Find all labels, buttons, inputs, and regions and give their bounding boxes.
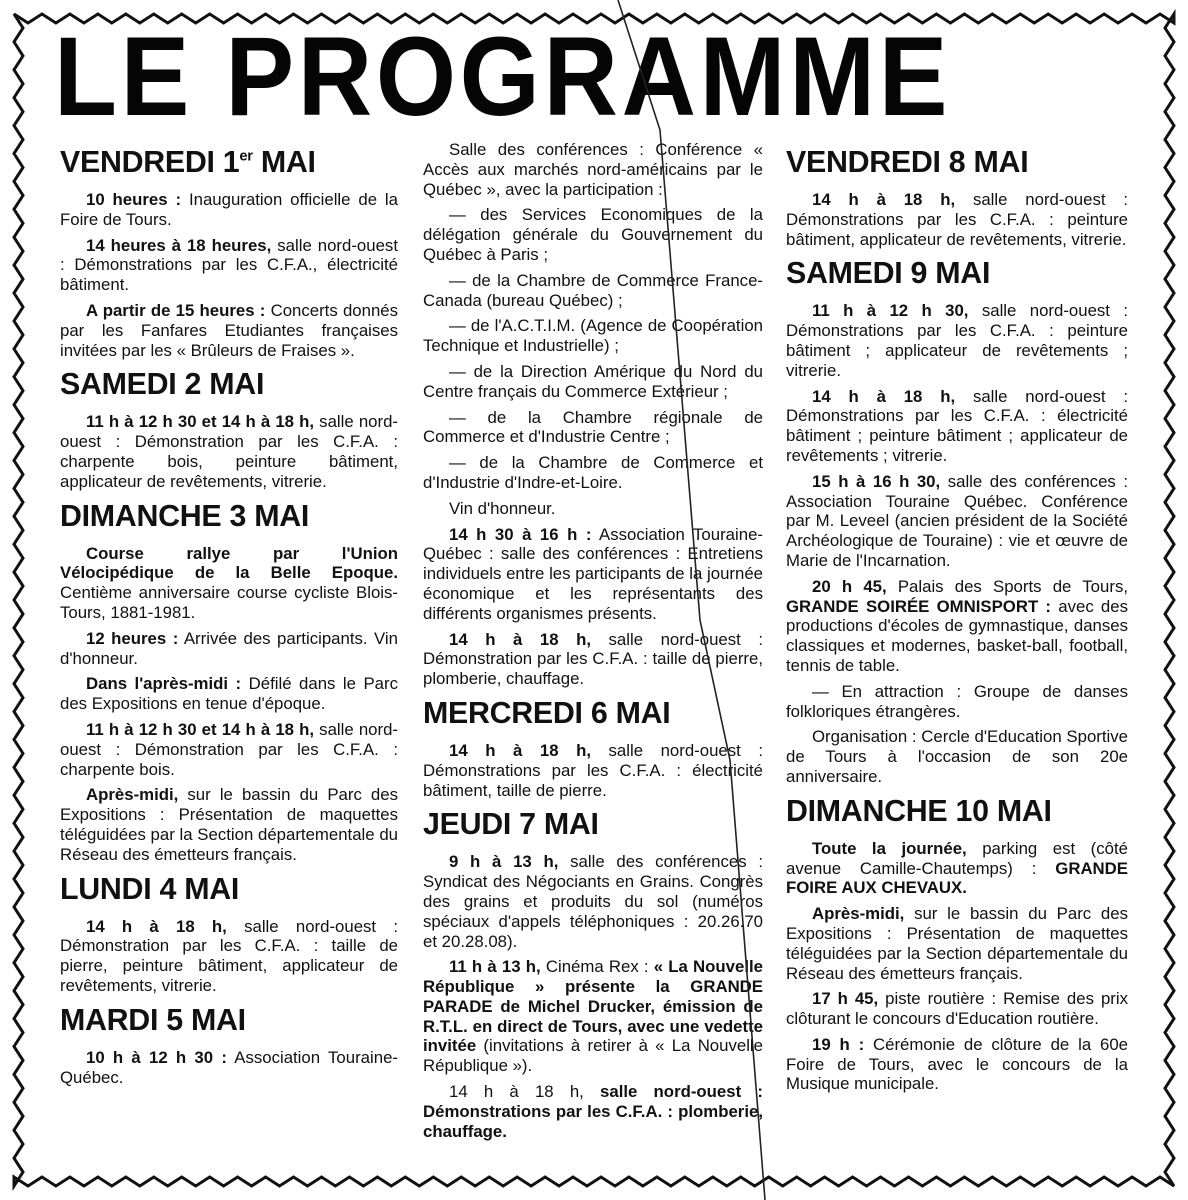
event-entry: Toute la journée, parking est (côté avenue Camille-Chautemps) : GRANDE FOIRE AUX CHEVAUX. [786,838,1128,898]
day-heading-samedi-9: SAMEDI 9 MAI [786,255,991,291]
day-heading-jeudi-7: JEUDI 7 MAI [423,806,599,842]
event-entry: 11 h à 12 h 30 et 14 h à 18 h, salle nord-ouest : Démonstration par les C.F.A. : charpente bois. [60,719,398,779]
event-entry: 14 h 30 à 16 h : Association Touraine-Québec : salle des conférences : Entretiens individuels entre les participants de la journée économique et les représentants des différents organismes présents. [423,524,763,623]
event-entry: — des Services Economiques de la délégation générale du Gouvernement du Québec à Paris ; [423,205,763,264]
day-heading-dimanche-3: DIMANCHE 3 MAI [60,497,310,533]
event-entry: — de la Chambre régionale de Commerce et d'Industrie Centre ; [423,407,763,447]
event-entry: 14 h à 18 h, salle nord-ouest : Démonstrations par les C.F.A. : peinture bâtiment, applicateur de revêtements, vitrerie. [786,190,1128,249]
day-heading-vendredi-8: VENDREDI 8 MAI [786,144,1029,179]
event-entry: Après-midi, sur le bassin du Parc des Expositions : Présentation de maquettes téléguidées par la Section départementale du Réseau des émetteurs français. [60,785,398,864]
event-entry: — de la Chambre de Commerce et d'Industrie d'Indre-et-Loire. [423,453,763,492]
column-middle [423,140,763,1170]
event-entry: — de la Direction Amérique du Nord du Centre français du Commerce Extérieur ; [423,361,763,401]
event-entry: 11 h à 12 h 30 et 14 h à 18 h, salle nord-ouest : Démonstration par les C.F.A. : charpente bois, peinture bâtiment, applicateur de revêtements, vitrerie. [60,412,398,491]
day-heading-mercredi-6: MERCREDI 6 MAI [423,694,671,730]
event-entry: Salle des conférences : Conférence « Accès aux marchés nord-américains par le Québec », avec la participation : [423,140,763,199]
event-entry: Dans l'après-midi : Défilé dans le Parc des Expositions en tenue d'époque. [60,674,398,714]
event-entry: — de l'A.C.T.I.M. (Agence de Coopération Technique et Industrielle) ; [423,316,763,356]
event-entry: 11 h à 13 h, Cinéma Rex : « La Nouvelle République » présente la GRANDE PARADE de Michel Drucker, émission de R.T.L. en direct de Tours, avec une vedette invitée (invitations à retirer à « La Nouvelle République »). [423,957,763,1076]
page-title: LE PROGRAMME [54,14,952,139]
event-entry: 14 heures à 18 heures, salle nord-ouest : Démonstrations par les C.F.A., électricité bâtiment. [60,235,398,295]
day-heading-lundi-4: LUNDI 4 MAI [60,870,240,906]
event-entry: 9 h à 13 h, salle des conférences : Syndicat des Négociants en Grains. Congrès des grains et produits du sol (numéros spéciaux d'appels téléphoniques : 20.26.70 et 20.28.08). [423,852,763,951]
day-heading-vendredi-1: VENDREDI 1er MAI [60,144,316,179]
event-entry: A partir de 15 heures : Concerts donnés par les Fanfares Etudiantes françaises invitées par les « Brûleurs de Fraises ». [60,300,398,360]
event-entry: 15 h à 16 h 30, salle des conférences : Association Touraine Québec. Conférence par M. Leveel (ancien président de la Société Archéologique de Touraine) : vie et œuvre de Marie de l'Incarnation. [786,471,1128,570]
event-entry: 10 h à 12 h 30 : Association Touraine-Québec. [60,1047,398,1087]
column-right [786,138,1128,1168]
day-heading-samedi-2: SAMEDI 2 MAI [60,366,265,402]
event-entry: — En attraction : Groupe de danses folkloriques étrangères. [786,681,1128,721]
column-left [60,138,398,1168]
event-entry: 19 h : Cérémonie de clôture de la 60e Foire de Tours, avec le concours de la Musique municipale. [786,1034,1128,1094]
day-heading-dimanche-10: DIMANCHE 10 MAI [786,792,1052,828]
event-entry: Course rallye par l'Union Vélocipédique de la Belle Epoque. Centième anniversaire course cycliste Blois-Tours, 1881-1981. [60,543,398,622]
event-entry: 10 heures : Inauguration officielle de la Foire de Tours. [60,190,398,229]
event-entry: 14 h à 18 h, salle nord-ouest : Démonstration par les C.F.A. : taille de pierre, peinture bâtiment, applicateur de revêtements, vitrerie. [60,916,398,995]
event-entry: 14 h à 18 h, salle nord-ouest : Démonstrations par les C.F.A. : électricité bâtiment, taille de pierre. [423,740,763,800]
event-entry: 11 h à 12 h 30, salle nord-ouest : Démonstrations par les C.F.A. : peinture bâtiment ; applicateur de revêtements ; vitrerie. [786,301,1128,380]
event-entry: Vin d'honneur. [449,498,556,518]
day-heading-mardi-5: MARDI 5 MAI [60,1001,246,1037]
event-entry: 14 h à 18 h, salle nord-ouest : Démonstration par les C.F.A. : taille de pierre, plomberie, chauffage. [423,629,763,689]
event-entry: — de la Chambre de Commerce France-Canada (bureau Québec) ; [423,270,763,310]
event-entry: 12 heures : Arrivée des participants. Vin d'honneur. [60,628,398,668]
event-entry: Après-midi, sur le bassin du Parc des Expositions : Présentation de maquettes téléguidées par la Section départementale du Réseau des émetteurs français. [786,904,1128,983]
event-entry: 14 h à 18 h, salle nord-ouest : Démonstrations par les C.F.A. : électricité bâtiment ; peinture bâtiment ; applicateur de revêtements ; vitrerie. [786,386,1128,465]
event-entry: 14 h à 18 h, salle nord-ouest : Démonstrations par les C.F.A. : plomberie, chauffage. [423,1082,763,1141]
event-entry: 17 h 45, piste routière : Remise des prix clôturant le concours d'Education routière. [786,989,1128,1029]
event-entry: Organisation : Cercle d'Education Sportive de Tours à l'occasion de son 20e anniversaire. [786,727,1128,786]
event-entry: 20 h 45, Palais des Sports de Tours, GRANDE SOIRÉE OMNISPORT : avec des productions d'écoles de gymnastique, danses classiques et modernes, basket-ball, football, tennis de table. [786,576,1128,675]
